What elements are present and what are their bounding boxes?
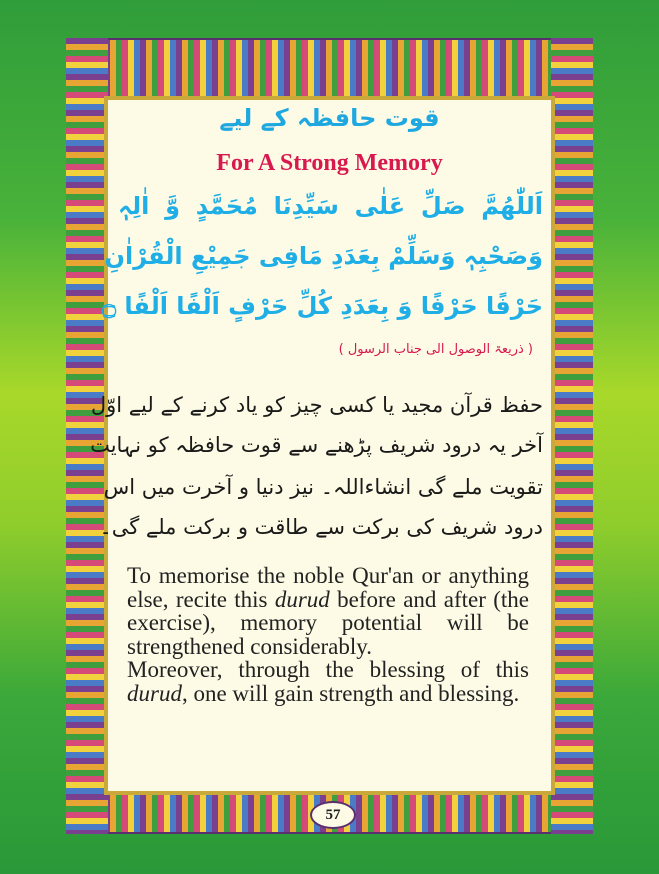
durood-line-3: حَرْفًا حَرْفًا وَ بِعَدَدِ کُلِّ حَرْفٍ اَلْفًا اَلْفًا ۝	[102, 292, 543, 320]
text: To memorise the noble Qur'an or anything else, recite this	[127, 563, 529, 612]
urdu-line-4: درود شریف کی برکت سے طاقت و برکت ملے گی۔	[99, 515, 543, 539]
text: , one will gain strength and blessing.	[181, 680, 520, 706]
emphasis: durud	[127, 680, 182, 706]
emphasis: durud	[274, 586, 330, 612]
urdu-title: قوت حافظہ کے لیے	[219, 104, 440, 132]
text: before and after (the exercise), memory potential will be strengthened considerably.	[127, 586, 529, 659]
english-paragraph-2	[127, 658, 529, 705]
page-number: 57	[310, 801, 356, 829]
source-reference: ( ذریعۃ الوصول الی جناب الرسول )	[338, 342, 533, 357]
urdu-line-2: آخر یہ درود شریف پڑھنے سے قوت حافظہ کو نہایت	[90, 433, 543, 457]
urdu-line-3: تقویت ملے گی انشاءاللہ۔ نیز دنیا و آخرت میں اس	[103, 475, 543, 499]
english-paragraph-1	[127, 564, 529, 658]
text: Moreover, through the blessing of this	[127, 657, 529, 682]
english-title: For A Strong Memory	[216, 150, 443, 176]
durood-line-1: اَللّٰھُمَّ صَلِّ عَلٰی سَیِّدِنَا مُحَمَّدٍ وَّ اٰلِہٖ	[118, 192, 543, 220]
durood-line-2: وَصَحْبِہٖ وَسَلِّمْ بِعَدَدِ مَافِی جَمِیْعِ الْقُرْاٰنِ	[104, 242, 543, 270]
english-translation	[127, 564, 529, 705]
urdu-line-1: حفظ قرآن مجید یا کسی چیز کو یاد کرنے کے لیے اوّل	[90, 393, 543, 417]
ornamental-border-right	[551, 38, 593, 834]
